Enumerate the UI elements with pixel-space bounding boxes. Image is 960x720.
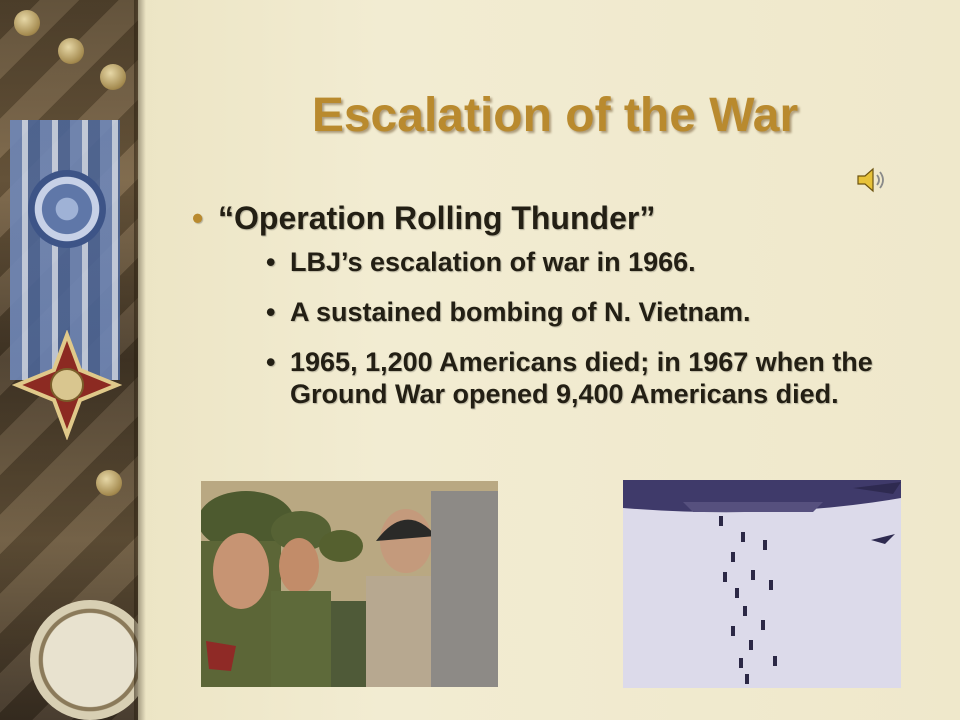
brass-button-decoration (58, 38, 84, 64)
brass-button-decoration (100, 64, 126, 90)
sub-bullet-3: • 1965, 1,200 Americans died; in 1967 when the Ground War opened 9,400 Americans died. (218, 346, 910, 410)
strip-shadow (134, 0, 146, 720)
medal-cross-image (12, 330, 122, 440)
lbj-with-soldiers-photo (201, 481, 498, 687)
medal-rosette-image (28, 170, 106, 248)
bombing-run-photo (623, 480, 901, 688)
sub-bullet-1: • LBJ’s escalation of war in 1966. (218, 246, 910, 278)
slide-title: Escalation of the War (311, 89, 799, 142)
compass-image (30, 600, 138, 720)
lbj-photo-drawing (201, 481, 498, 687)
sub-bullet-list (218, 246, 910, 410)
brass-button-decoration (14, 10, 40, 36)
main-bullet-text: “Operation Rolling Thunder” (218, 200, 656, 236)
bullet-list (190, 196, 910, 428)
brass-button-decoration (96, 470, 122, 496)
speaker-icon[interactable] (856, 166, 886, 194)
bombing-photo-drawing (623, 480, 901, 688)
sub-bullet-2: • A sustained bombing of N. Vietnam. (218, 296, 910, 328)
main-bullet (190, 196, 910, 410)
decorative-medals-strip (0, 0, 138, 720)
